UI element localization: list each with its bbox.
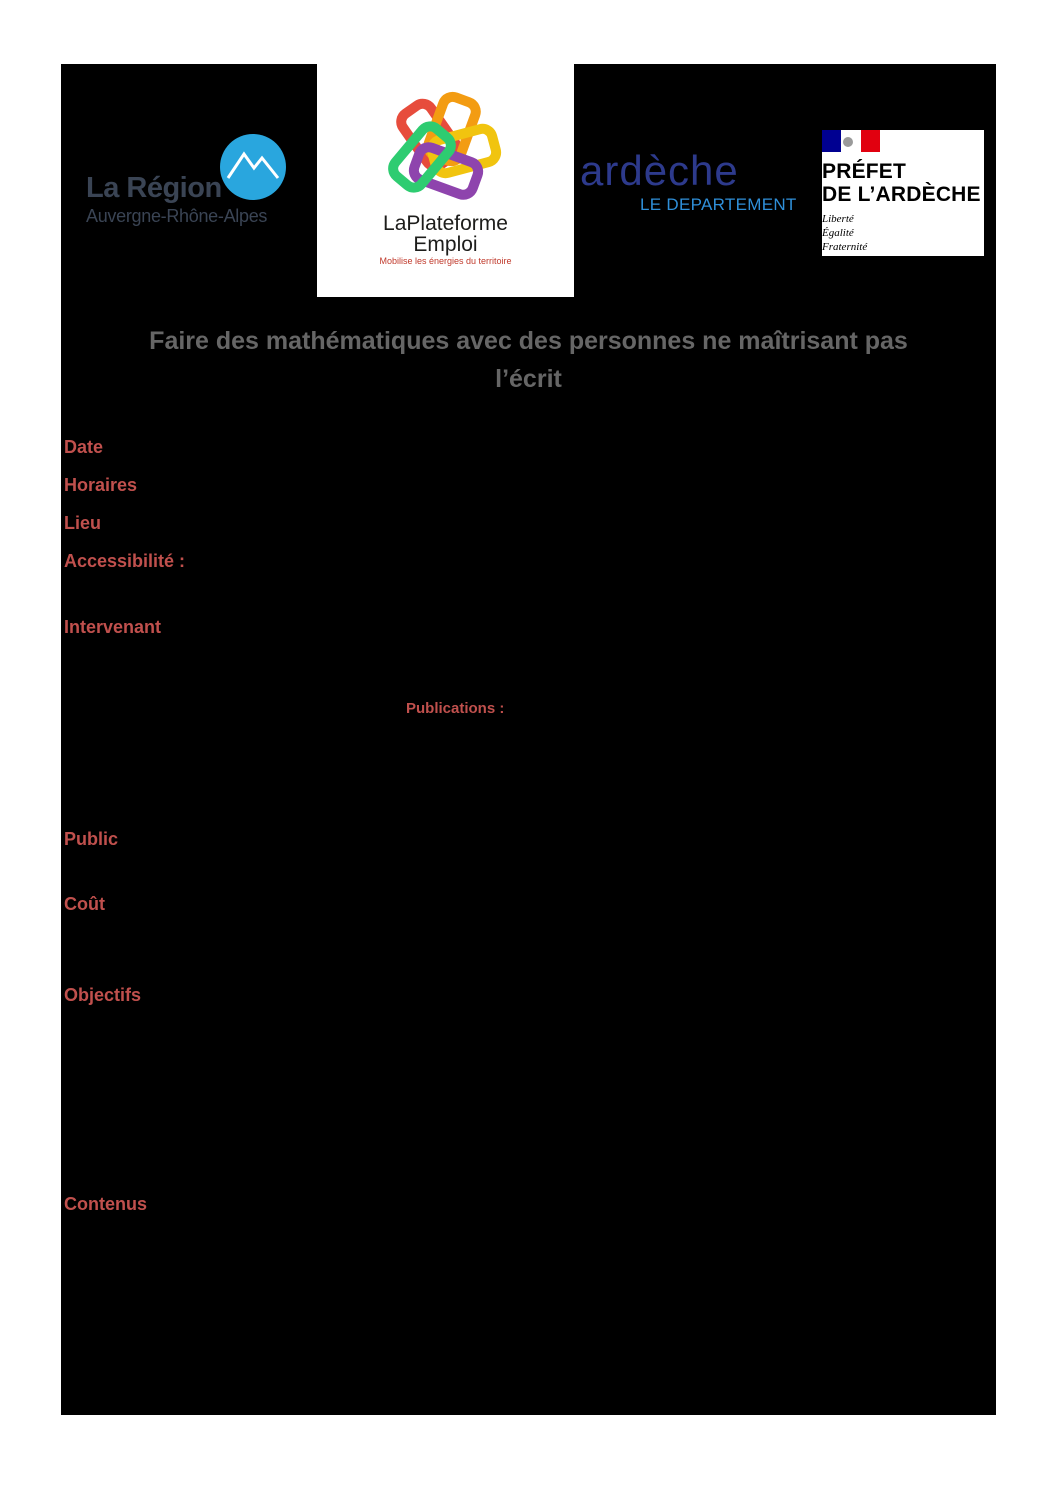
mountain-icon (220, 134, 286, 200)
label-intervenant: Intervenant (64, 617, 162, 637)
title-line: l’écrit (495, 365, 562, 393)
logo-subtext: Auvergne-Rhône-Alpes (86, 206, 268, 226)
label-date: Date (64, 437, 104, 457)
logo-text: PRÉFET (822, 160, 907, 183)
logo-text: ardèche (580, 147, 739, 194)
title-line: Faire des mathématiques avec des personnes ne maîtrisant pas (149, 327, 908, 355)
label-public: Public (64, 829, 119, 849)
logo-text: Emploi (413, 233, 478, 256)
logo-text: DE L’ARDÈCHE (822, 183, 981, 206)
label-objectifs: Objectifs (64, 985, 142, 1005)
logo-text: La Région (86, 172, 222, 204)
label-accessibilite: Accessibilité : (64, 551, 186, 571)
marianne-flag-icon (822, 130, 880, 152)
logo-tagline: Mobilise les énergies du territoire (379, 256, 512, 266)
interlocking-links-icon (317, 64, 574, 204)
label-horaires: Horaires (64, 475, 138, 495)
ardeche-departement-logo (580, 145, 815, 225)
logo-subtext: LE DEPARTEMENT (640, 195, 797, 214)
page-title (61, 322, 996, 398)
motto-text: Fraternité (822, 241, 868, 253)
label-cout: Coût (64, 894, 105, 914)
label-contenus: Contenus (64, 1194, 147, 1214)
motto-text: Égalité (822, 227, 854, 239)
logo-text: LaPlateforme (383, 212, 508, 235)
motto-text: Liberté (822, 213, 854, 225)
prefet-ardeche-logo (822, 130, 984, 256)
label-lieu: Lieu (64, 513, 102, 533)
plateforme-emploi-logo (317, 64, 574, 297)
label-publications: Publications : (406, 700, 505, 717)
region-auvergne-rhone-alpes-logo (86, 134, 296, 234)
